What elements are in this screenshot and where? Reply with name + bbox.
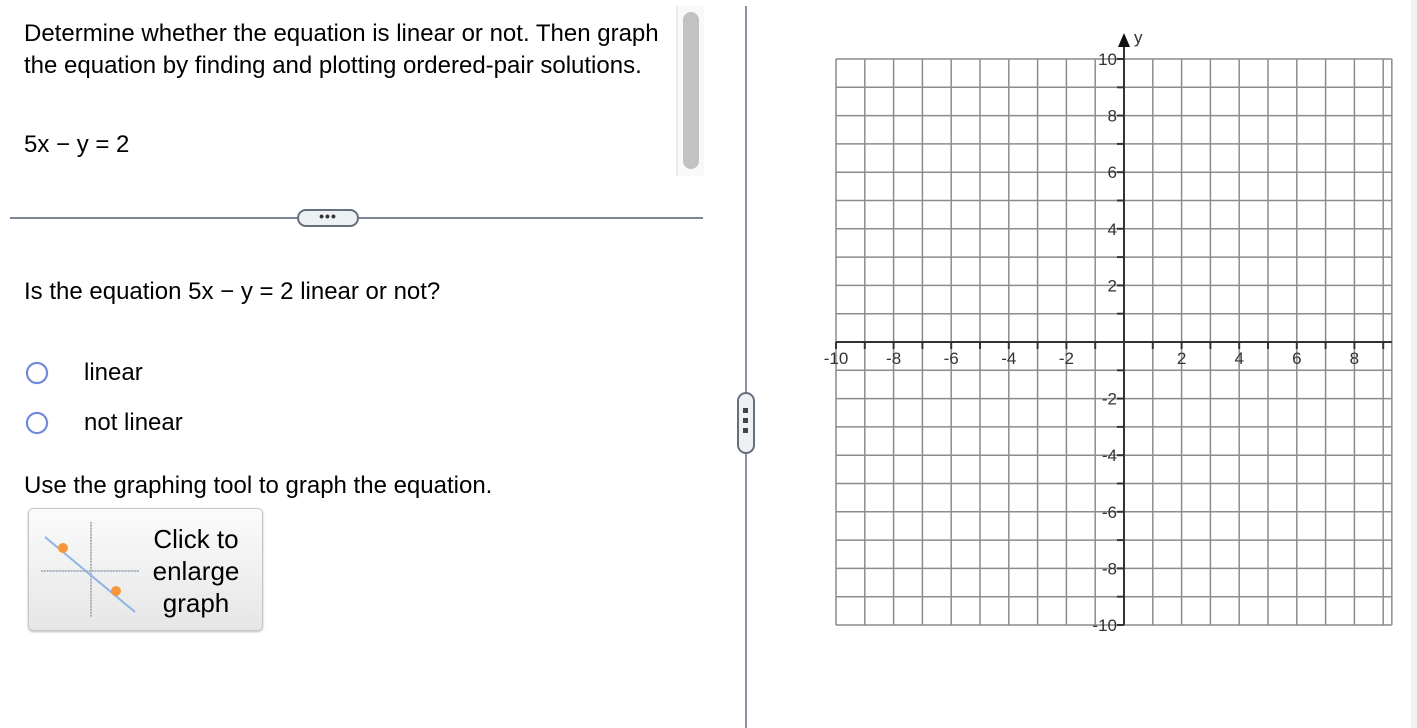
question-prompt: Is the equation 5x − y = 2 linear or not? <box>24 278 441 305</box>
radio-button[interactable] <box>26 362 48 384</box>
label-line-3: graph <box>162 588 230 618</box>
label-line-2: enlarge <box>152 556 240 586</box>
problem-instruction: Determine whether the equation is linear or not. Then graph the equation by finding and plotting ordered-pair solutions. <box>24 20 659 79</box>
x-tick-label: -2 <box>1058 349 1074 368</box>
y-tick-label: 4 <box>1107 219 1117 239</box>
right-scrollbar[interactable] <box>1411 0 1417 728</box>
y-tick-label: 2 <box>1107 276 1117 296</box>
x-tick-label: -6 <box>943 349 959 368</box>
y-tick-label: -8 <box>1101 559 1117 579</box>
problem-equation: 5x − y = 2 <box>24 131 130 158</box>
x-tick-label: 8 <box>1349 349 1360 368</box>
radio-button[interactable] <box>26 412 48 434</box>
expand-divider-button[interactable]: ••• <box>297 209 359 227</box>
label-line-1: Click to <box>153 524 239 554</box>
x-tick-label: -8 <box>886 349 902 368</box>
y-tick-label: -6 <box>1101 502 1117 522</box>
option-label: not linear <box>84 409 183 436</box>
enlarge-graph-button[interactable] <box>28 508 263 631</box>
x-tick-label: -10 <box>823 349 849 368</box>
graph-tool-prompt: Use the graphing tool to graph the equation. <box>24 472 493 499</box>
y-tick-label: -2 <box>1101 389 1117 409</box>
x-tick-label: 4 <box>1234 349 1244 368</box>
x-tick-label: -4 <box>1001 349 1017 368</box>
y-tick-label: -10 <box>1092 616 1117 635</box>
enlarge-graph-label <box>141 523 251 619</box>
scrollbar-thumb[interactable] <box>683 12 699 169</box>
x-tick-label: 2 <box>1176 349 1187 368</box>
option-linear[interactable] <box>26 359 143 387</box>
y-tick-label: 8 <box>1107 106 1117 126</box>
vertical-divider <box>745 6 747 728</box>
y-tick-label: 6 <box>1107 163 1117 183</box>
axis-labels <box>824 28 1359 635</box>
coordinate-grid[interactable] <box>800 20 1410 650</box>
resize-divider-handle[interactable] <box>737 392 755 454</box>
y-tick-label: -4 <box>1101 446 1117 466</box>
y-axis-arrow-icon <box>1118 33 1130 47</box>
y-axis-label: y <box>1134 28 1143 47</box>
graph-thumbnail-icon <box>39 521 139 621</box>
option-label: linear <box>84 359 143 386</box>
y-tick-label: 10 <box>1098 50 1117 69</box>
x-tick-label: 6 <box>1292 349 1302 368</box>
option-not-linear[interactable] <box>26 409 183 437</box>
